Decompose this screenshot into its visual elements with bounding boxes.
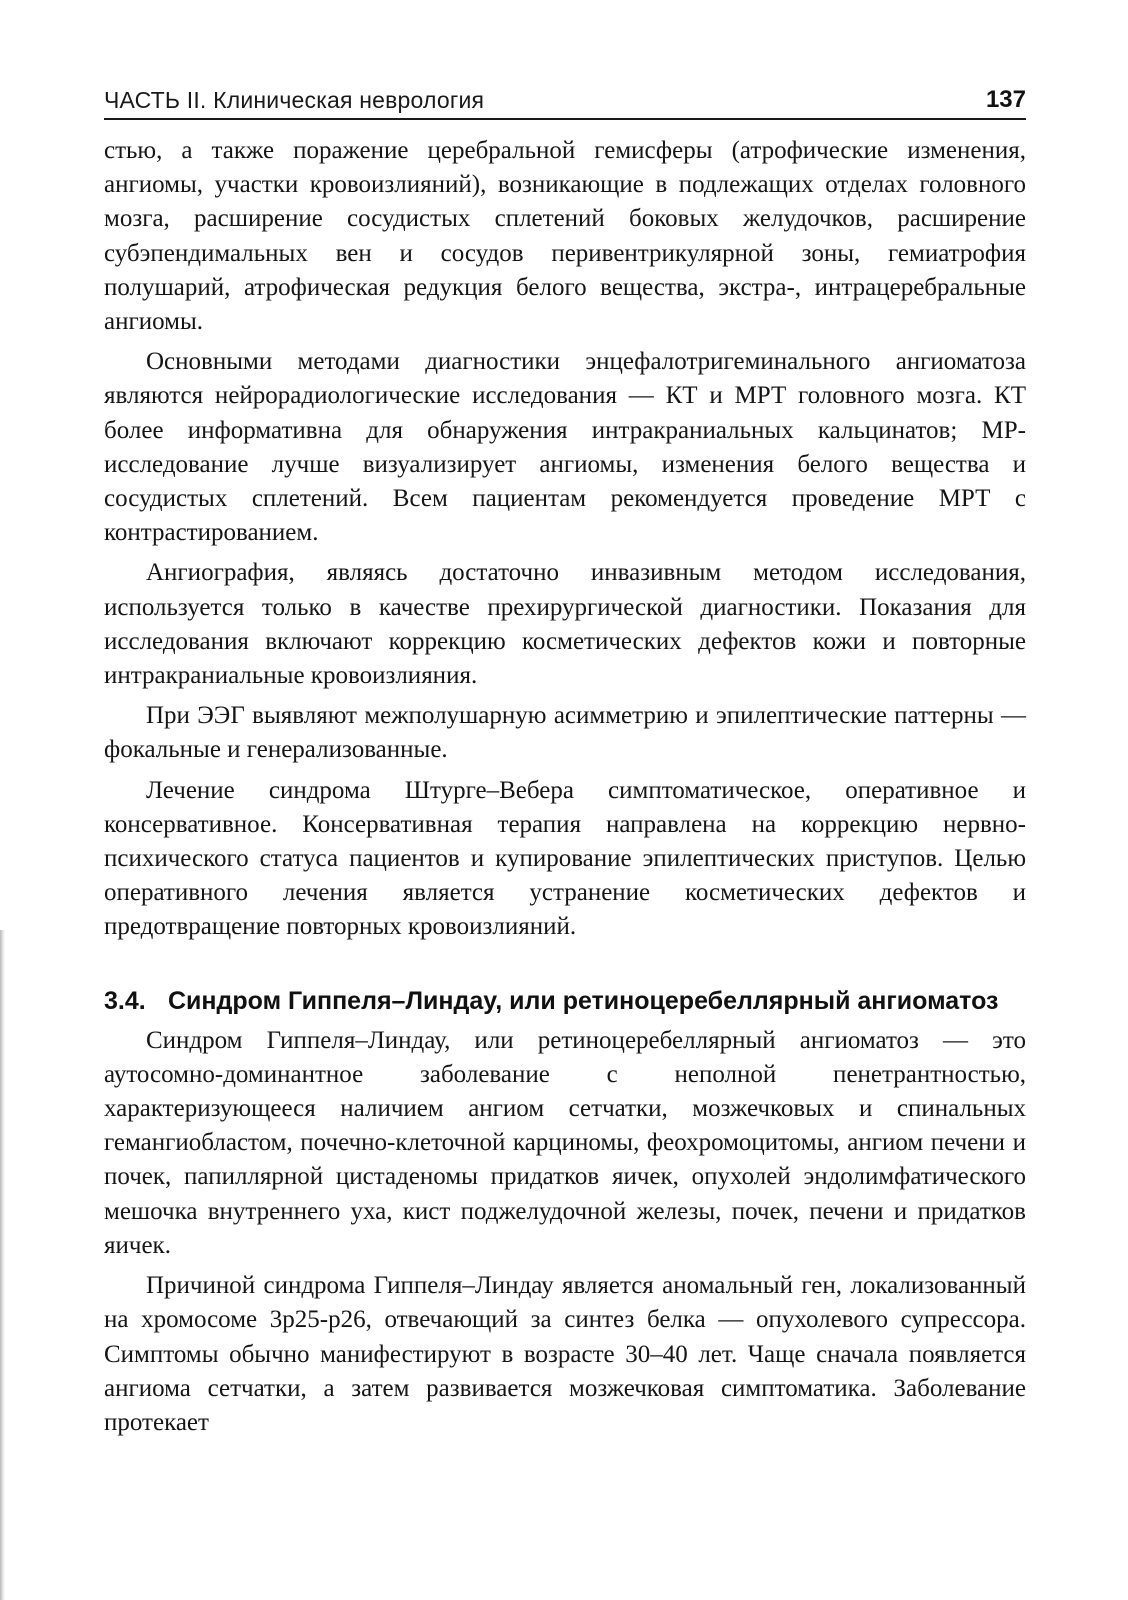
paragraph-continued: стью, а также поражение церебральной гемисферы (атрофические изменения, ангиомы, участки кровоизлияний), возникающие в подлежащих отделах головного мозга, расширение сосудистых сплетений боковых желудочков, расширение субэпендимальных вен и сосудов перивентрикулярной зоны, гемиатрофия полушарий, атрофическая редукция белого вещества, экстра-, интрацеребральные ангиомы. bbox=[104, 137, 1026, 336]
page-number: 137 bbox=[985, 86, 1026, 113]
page-body bbox=[104, 134, 1026, 1440]
scan-shadow-edge bbox=[0, 930, 5, 1600]
section-heading bbox=[104, 985, 1026, 1018]
paragraph-angiography: Ангиография, являясь достаточно инвазивным методом исследования, используется только в качестве прехирургической диагностики. Показания для исследования включают коррекцию косметических дефектов кожи и повторные интракраниальные кровоизлияния. bbox=[104, 559, 1026, 690]
paragraph-definition: Синдром Гиппеля–Линдау, или ретиноцеребеллярный ангиоматоз — это аутосомно-доминантное заболевание с неполной пенетрантностью, характеризующееся наличием ангиом сетчатки, мозжечковых и спинальных гемангиобластом, почечно-клеточной карциномы, феохромоцитомы, ангиом печени и почек, папиллярной цистаденомы придатков яичек, опухолей эндолимфатического мешочка внутреннего уха, кист поджелудочной железы, почек, печени и придатков яичек. bbox=[104, 1026, 1026, 1259]
section-title: Синдром Гиппеля–Линдау, или ретиноцеребеллярный ангиоматоз bbox=[168, 986, 999, 1015]
section-number: 3.4. bbox=[104, 986, 146, 1015]
paragraph-treatment: Лечение синдрома Штурге–Вебера симптоматическое, оперативное и консервативное. Консервативная терапия направлена на коррекцию нервно-психического статуса пациентов и купирование эпилептических приступов. Целью оперативного лечения является устранение косметических дефектов и предотвращение повторных кровоизлияний. bbox=[104, 776, 1026, 941]
running-title: ЧАСТЬ II. Клиническая неврология bbox=[104, 87, 485, 113]
paragraph-cause: Причиной синдрома Гиппеля–Линдау является аномальный ген, локализованный на хромосоме 3p25-p26, отвечающий за синтез белка — опухолевого супрессора. Симптомы обычно манифестируют в возрасте 30–40 лет. Чаще сначала появляется ангиома сетчатки, а затем развивается мозжечковая симптоматика. Заболевание протекает bbox=[104, 1272, 1026, 1436]
paragraph-diagnostics: Основными методами диагностики энцефалотригеминального ангиоматоза являются нейрорадиологические исследования — КТ и МРТ головного мозга. КТ более информативна для обнаружения интракраниальных кальцинатов; МР-исследование лучше визуализирует ангиомы, изменения белого вещества и сосудистых сплетений. Всем пациентам рекомендуется проведение МРТ с контрастированием. bbox=[104, 348, 1026, 547]
paragraph-eeg: При ЭЭГ выявляют межполушарную асимметрию и эпилептические паттерны — фокальные и генерализованные. bbox=[104, 702, 1026, 764]
running-header bbox=[104, 84, 1026, 120]
